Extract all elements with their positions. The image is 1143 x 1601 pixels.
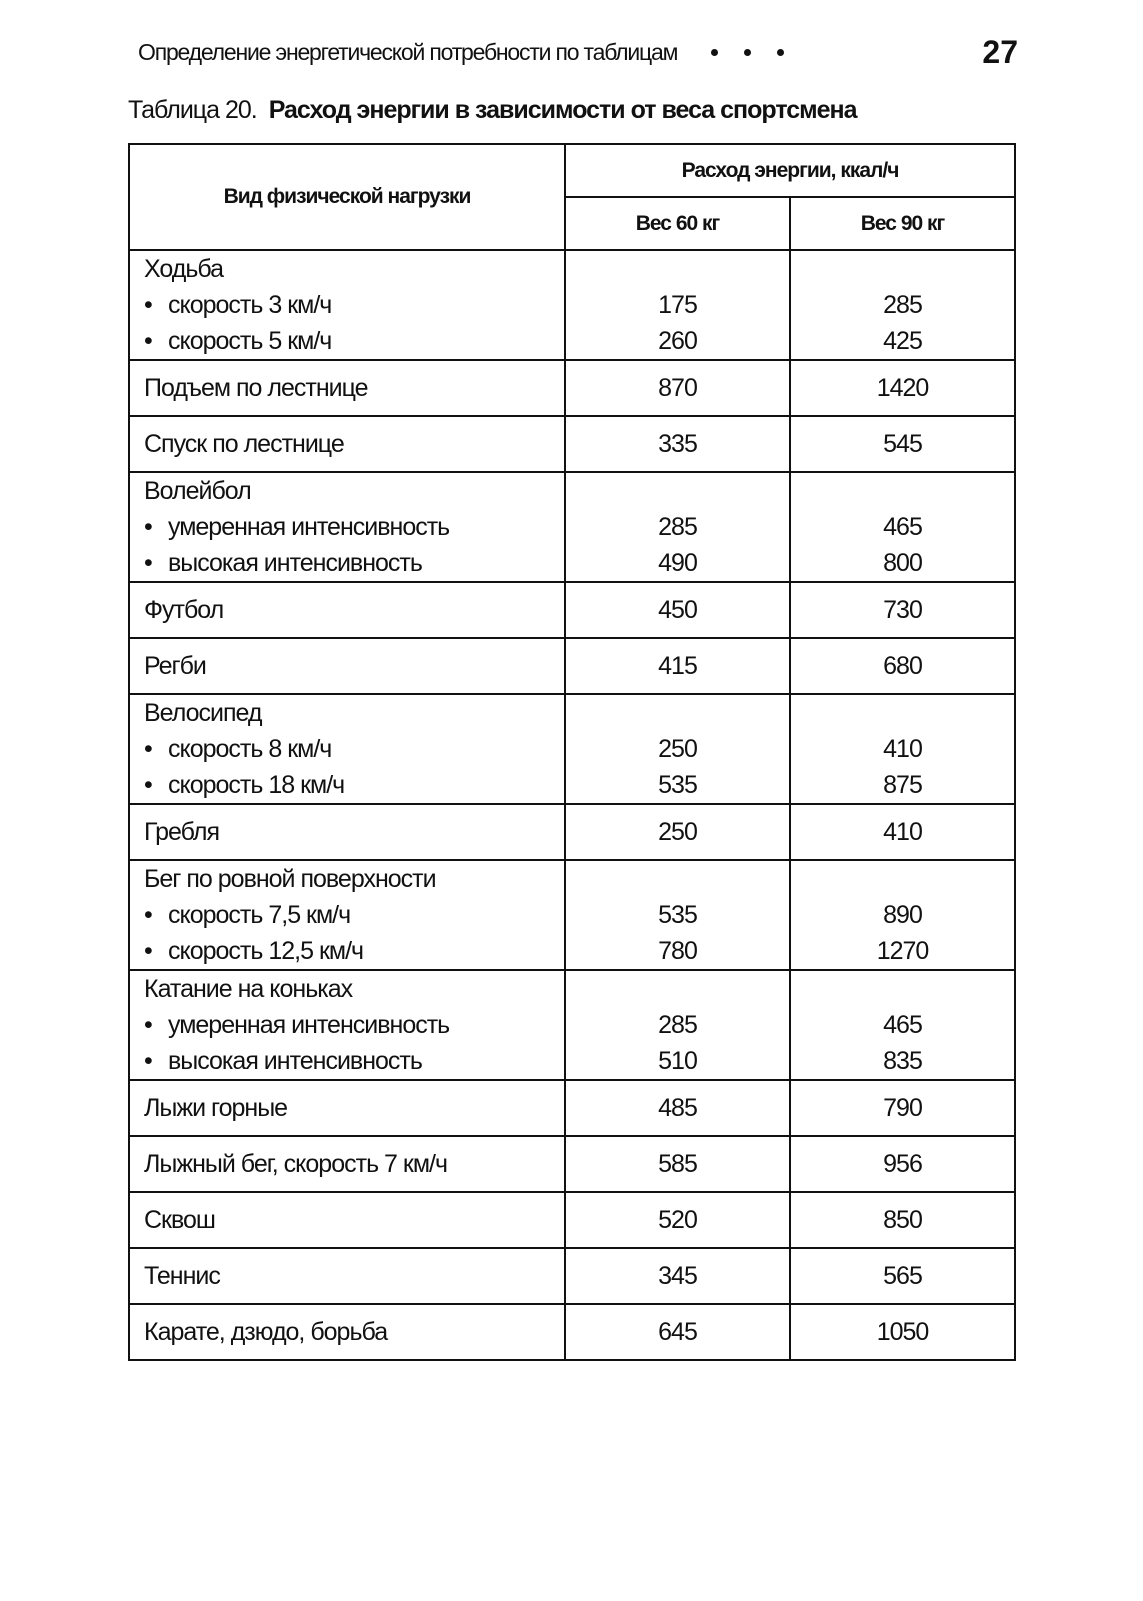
dot-icon <box>711 49 718 56</box>
activity-name: Теннис <box>144 1262 220 1290</box>
value-90: 680 <box>883 652 922 680</box>
value-60: 285 <box>658 1011 697 1039</box>
table-caption <box>128 96 1028 125</box>
table-row <box>129 360 1015 416</box>
table-row <box>129 860 1015 970</box>
activity-cell <box>129 472 565 582</box>
weight-60-cell <box>565 1248 790 1304</box>
value-60: 335 <box>658 430 697 458</box>
activity-cell <box>129 860 565 970</box>
activity-name: Подъем по лестнице <box>144 374 368 402</box>
table-row <box>129 970 1015 1080</box>
value-90: 890 <box>883 901 922 929</box>
header-energy-group: Расход энергии, ккал/ч <box>565 144 1015 197</box>
value-60: 585 <box>658 1150 697 1178</box>
activity-sub-label: • скорость 8 км/ч <box>144 731 564 767</box>
blank-line <box>791 251 1014 287</box>
activity-sub-label: • скорость 5 км/ч <box>144 323 564 359</box>
table-row <box>129 1136 1015 1192</box>
activity-cell <box>129 360 565 416</box>
value-60: 510 <box>658 1047 697 1075</box>
value-60: 175 <box>658 291 697 319</box>
blank-line <box>791 473 1014 509</box>
header-activity: Вид физической нагрузки <box>129 144 565 250</box>
value-90: 465 <box>883 513 922 541</box>
running-head-dots <box>711 49 784 56</box>
activity-name: Волейбол <box>144 477 251 505</box>
weight-60-cell <box>565 1192 790 1248</box>
value-90: 1420 <box>876 374 929 402</box>
header-weight-90: Вес 90 кг <box>790 197 1015 250</box>
activity-sub-label: • высокая интенсивность <box>144 1043 564 1079</box>
value-90: 465 <box>883 1011 922 1039</box>
value-60: 250 <box>658 735 697 763</box>
weight-60-cell <box>565 416 790 472</box>
weight-60-cell <box>565 1136 790 1192</box>
weight-90-cell <box>790 860 1015 970</box>
activity-cell <box>129 416 565 472</box>
weight-90-cell <box>790 1248 1015 1304</box>
activity-name: Ходьба <box>144 255 224 283</box>
table-caption-label: Таблица 20. <box>128 96 257 124</box>
activity-name: Спуск по лестнице <box>144 430 344 458</box>
table-row <box>129 472 1015 582</box>
table-header <box>129 144 1015 250</box>
value-60: 870 <box>658 374 697 402</box>
weight-90-cell <box>790 250 1015 360</box>
activity-name: Футбол <box>144 596 224 624</box>
activity-name: Гребля <box>144 818 219 846</box>
activity-name: Карате, дзюдо, борьба <box>144 1318 388 1346</box>
value-90: 565 <box>883 1262 922 1290</box>
weight-90-cell <box>790 360 1015 416</box>
weight-60-cell <box>565 804 790 860</box>
table-row <box>129 1304 1015 1360</box>
activity-name: Лыжи горные <box>144 1094 288 1122</box>
table-row <box>129 638 1015 694</box>
value-90: 730 <box>883 596 922 624</box>
value-60: 535 <box>658 901 697 929</box>
blank-line <box>791 861 1014 897</box>
blank-line <box>791 971 1014 1007</box>
value-60: 345 <box>658 1262 697 1290</box>
blank-line <box>566 971 789 1007</box>
activity-cell <box>129 694 565 804</box>
weight-60-cell <box>565 638 790 694</box>
weight-60-cell <box>565 694 790 804</box>
value-60: 285 <box>658 513 697 541</box>
activity-cell <box>129 804 565 860</box>
weight-90-cell <box>790 416 1015 472</box>
blank-line <box>566 695 789 731</box>
activity-cell <box>129 1248 565 1304</box>
value-90: 1270 <box>876 937 929 965</box>
value-90: 545 <box>883 430 922 458</box>
value-90: 835 <box>883 1047 922 1075</box>
activity-name: Катание на коньках <box>144 975 353 1003</box>
activity-sub-label: • высокая интенсивность <box>144 545 564 581</box>
activity-name: Лыжный бег, скорость 7 км/ч <box>144 1150 447 1178</box>
value-90: 790 <box>883 1094 922 1122</box>
value-90: 285 <box>883 291 922 319</box>
weight-60-cell <box>565 1304 790 1360</box>
table-row <box>129 804 1015 860</box>
activity-sub-label: • скорость 3 км/ч <box>144 287 564 323</box>
value-60: 250 <box>658 818 697 846</box>
running-head-title: Определение энергетической потребности по таблицам <box>138 38 678 65</box>
activity-sub-label: • умеренная интенсивность <box>144 1007 564 1043</box>
value-90: 850 <box>883 1206 922 1234</box>
value-90: 425 <box>883 327 922 355</box>
value-90: 1050 <box>876 1318 929 1346</box>
activity-name: Регби <box>144 652 206 680</box>
weight-60-cell <box>565 1080 790 1136</box>
weight-60-cell <box>565 860 790 970</box>
weight-60-cell <box>565 250 790 360</box>
table-row <box>129 582 1015 638</box>
table-row <box>129 416 1015 472</box>
activity-name: Велосипед <box>144 699 262 727</box>
weight-90-cell <box>790 638 1015 694</box>
activity-cell <box>129 250 565 360</box>
activity-sub-label: • умеренная интенсивность <box>144 509 564 545</box>
value-60: 535 <box>658 771 697 799</box>
value-60: 780 <box>658 937 697 965</box>
value-90: 956 <box>883 1150 922 1178</box>
dot-icon <box>777 49 784 56</box>
value-60: 485 <box>658 1094 697 1122</box>
value-90: 800 <box>883 549 922 577</box>
value-90: 410 <box>883 735 922 763</box>
weight-60-cell <box>565 970 790 1080</box>
weight-90-cell <box>790 804 1015 860</box>
weight-90-cell <box>790 1192 1015 1248</box>
activity-sub-label: • скорость 12,5 км/ч <box>144 933 564 969</box>
weight-90-cell <box>790 1304 1015 1360</box>
activity-cell <box>129 638 565 694</box>
table-caption-title: Расход энергии в зависимости от веса спортсмена <box>268 96 857 124</box>
weight-90-cell <box>790 694 1015 804</box>
blank-line <box>566 861 789 897</box>
activity-name: Сквош <box>144 1206 215 1234</box>
value-60: 260 <box>658 327 697 355</box>
blank-line <box>791 695 1014 731</box>
weight-90-cell <box>790 1080 1015 1136</box>
table-row <box>129 694 1015 804</box>
energy-table <box>128 143 1016 1361</box>
value-90: 875 <box>883 771 922 799</box>
value-60: 450 <box>658 596 697 624</box>
blank-line <box>566 251 789 287</box>
activity-cell <box>129 1136 565 1192</box>
activity-cell <box>129 1080 565 1136</box>
table-body <box>129 250 1015 1360</box>
weight-90-cell <box>790 582 1015 638</box>
blank-line <box>566 473 789 509</box>
activity-sub-label: • скорость 7,5 км/ч <box>144 897 564 933</box>
weight-60-cell <box>565 360 790 416</box>
table-row <box>129 1248 1015 1304</box>
running-head <box>138 30 1018 74</box>
dot-icon <box>744 49 751 56</box>
value-60: 520 <box>658 1206 697 1234</box>
table-row <box>129 1192 1015 1248</box>
value-60: 415 <box>658 652 697 680</box>
activity-cell <box>129 582 565 638</box>
table-row <box>129 250 1015 360</box>
weight-90-cell <box>790 472 1015 582</box>
activity-cell <box>129 1304 565 1360</box>
activity-name: Бег по ровной поверхности <box>144 865 436 893</box>
activity-cell <box>129 1192 565 1248</box>
weight-60-cell <box>565 582 790 638</box>
activity-cell <box>129 970 565 1080</box>
page-number: 27 <box>982 33 1018 70</box>
value-90: 410 <box>883 818 922 846</box>
header-weight-60: Вес 60 кг <box>565 197 790 250</box>
value-60: 645 <box>658 1318 697 1346</box>
weight-60-cell <box>565 472 790 582</box>
weight-90-cell <box>790 1136 1015 1192</box>
weight-90-cell <box>790 970 1015 1080</box>
activity-sub-label: • скорость 18 км/ч <box>144 767 564 803</box>
value-60: 490 <box>658 549 697 577</box>
table-row <box>129 1080 1015 1136</box>
